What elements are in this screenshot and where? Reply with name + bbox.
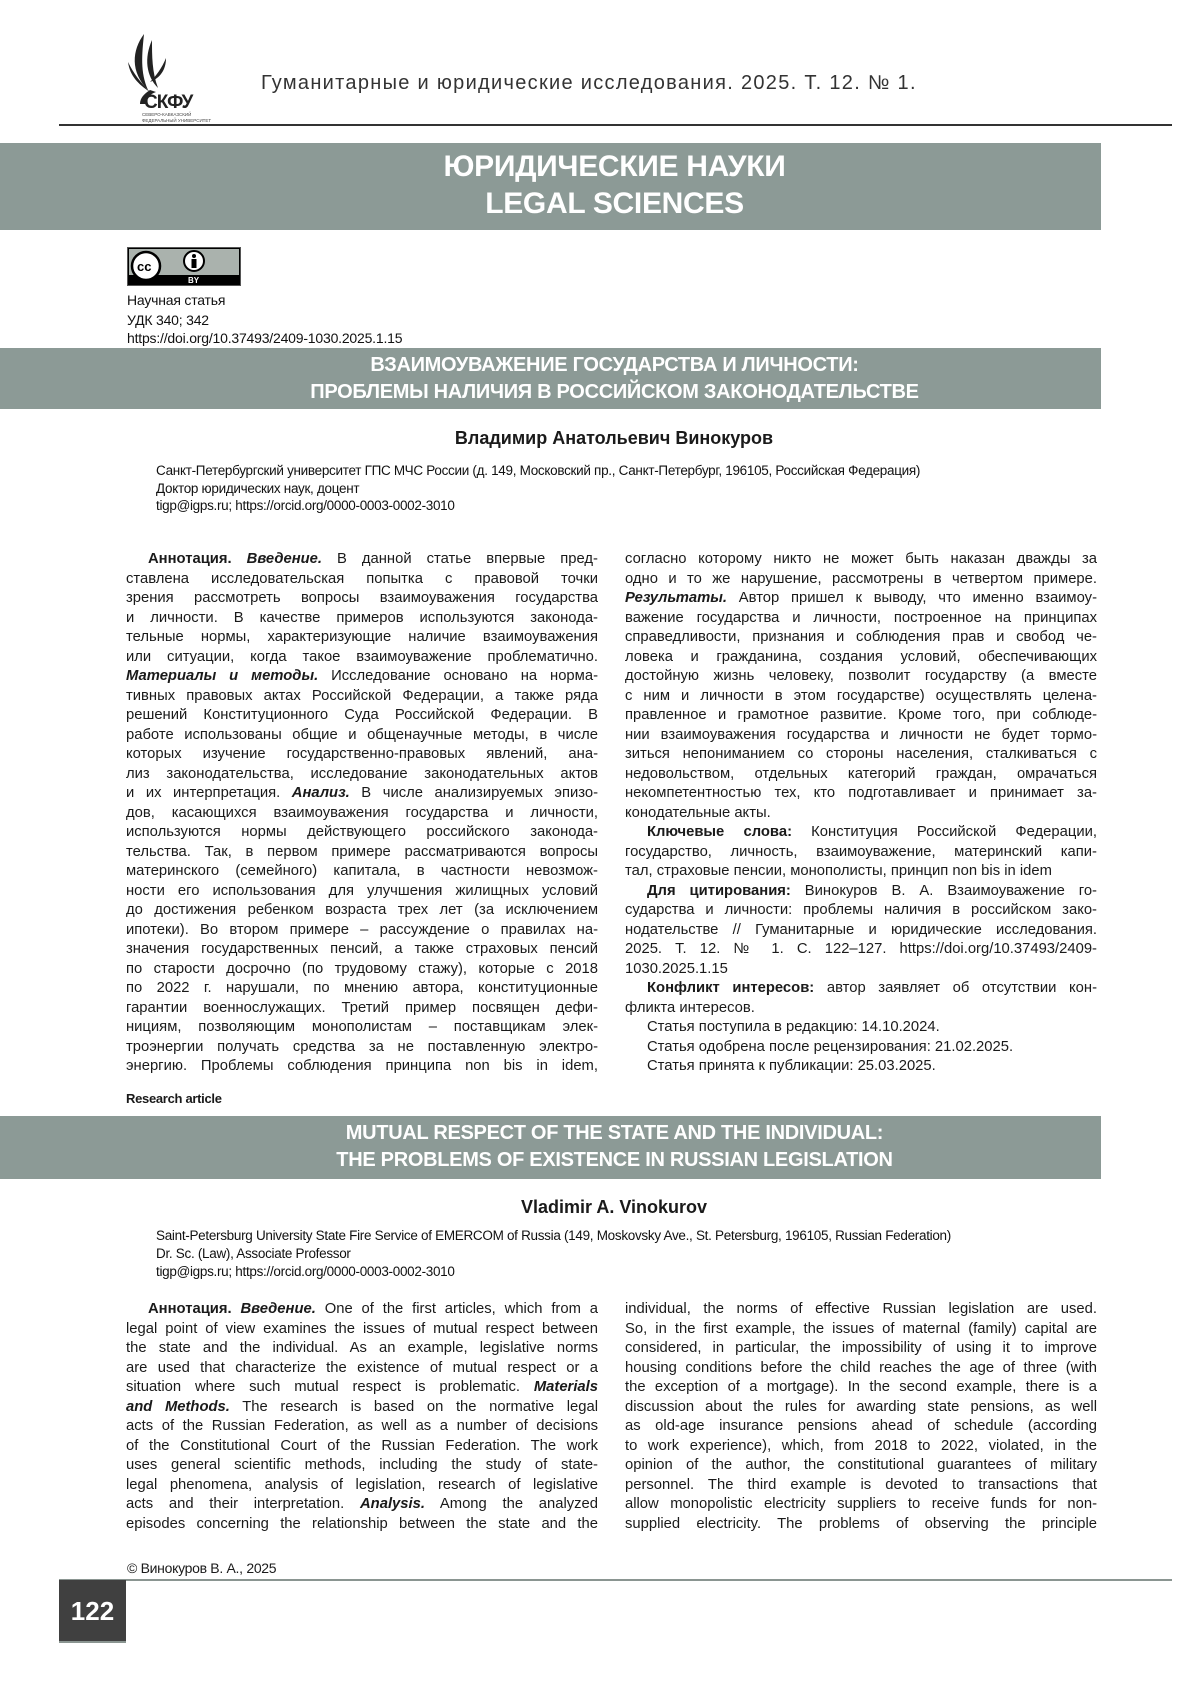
text-line: of the Constitutional Court of the Russian Federation. The work: [126, 1437, 598, 1457]
text-line: [126, 784, 598, 804]
text-line: 1030.2025.1.15: [625, 960, 1097, 980]
text-run: The research is based on the normative legal: [230, 1399, 598, 1415]
degree-ru: Доктор юридических наук, доцент: [156, 481, 359, 496]
page-number: 122: [59, 1580, 126, 1643]
text-line: [625, 589, 1097, 609]
text-run: В числе анализируемых эпизо-: [350, 785, 598, 801]
text-line: legal phenomena, analysis of legislation, research of legislative: [126, 1476, 598, 1496]
text-line: ставлена исследовательская попытка с правовой точки: [126, 570, 598, 590]
text-line: Статья одобрена после рецензирования: 21.02.2025.: [625, 1038, 1097, 1058]
text-line: конодательные акты.: [625, 804, 1097, 824]
journal-title: Гуманитарные и юридические исследования. 2025. Т. 12. № 1.: [261, 72, 917, 95]
copyright: © Винокуров В. А., 2025: [127, 1560, 276, 1576]
text-line: недовольством, отдельных категорий граждан, омрачаться: [625, 765, 1097, 785]
section-heading-run: Аннотация.: [148, 1301, 241, 1317]
text-line: некомпетентностью тех, кто подготавливает и принимает за-: [625, 784, 1097, 804]
text-line: allow monopolistic electricity suppliers to receive funds for non-: [625, 1495, 1097, 1515]
text-line: значения государственных пенсий, а также страховых пенсий: [126, 940, 598, 960]
title-banner-ru: [0, 348, 1101, 409]
section-heading-run: Результаты.: [625, 590, 727, 606]
section-heading-run: Материалы и методы.: [126, 668, 318, 684]
text-line: лиз законодательства, исследование законодательных актов: [126, 765, 598, 785]
section-heading-run: Введение.: [241, 1301, 316, 1317]
text-line: [126, 1300, 598, 1320]
affiliation-ru: Санкт-Петербургский университет ГПС МЧС России (д. 149, Московский пр., Санкт-Петербург, 196105, Российская Федерация): [156, 463, 920, 478]
text-line: personnel. The third example is devoted to transactions that: [625, 1476, 1097, 1496]
text-line: Статья поступила в редакцию: 14.10.2024.: [625, 1018, 1097, 1038]
cc-by-icon: [128, 248, 240, 285]
author-name-en: Vladimir A. Vinokurov: [0, 1197, 1200, 1218]
section-heading-run: Введение.: [247, 551, 322, 567]
article-title-ru-line-1: ВЗАИМОУВАЖЕНИЕ ГОСУДАРСТВА И ЛИЧНОСТИ:: [0, 348, 1101, 379]
svg-text:СКФУ: СКФУ: [144, 92, 194, 113]
text-line: одно и то же нарушение, рассмотрены в четвертом примере.: [625, 570, 1097, 590]
text-line: supplied electricity. The problems of observing the principle: [625, 1515, 1097, 1535]
text-line: по старости досрочно (по трудовому стажу), которые с 2018: [126, 960, 598, 980]
text-line: нии взаимоуважения государства и личности не будет тормо-: [625, 726, 1097, 746]
text-line: ности его использования для улучшения жилищных условий: [126, 882, 598, 902]
cc-by-license-badge[interactable]: [127, 247, 241, 286]
text-line: [126, 550, 598, 570]
article-title-en-line-1: MUTUAL RESPECT OF THE STATE AND THE INDIVIDUAL:: [0, 1116, 1101, 1147]
text-line: opinion of the author, the constitutional guarantees of military: [625, 1456, 1097, 1476]
doi-link[interactable]: https://doi.org/10.37493/2409-1030.2025.1.15: [127, 330, 402, 346]
text-line: Статья принята к публикации: 25.03.2025.: [625, 1057, 1097, 1077]
text-line: housing conditions before the child reaches the age of three (with: [625, 1359, 1097, 1379]
text-line: которых изучение государственно-правовых явлений, ана-: [126, 745, 598, 765]
udk: УДК 340; 342: [127, 312, 209, 328]
section-heading-run: Ключевые слова:: [647, 824, 792, 840]
text-line: [625, 823, 1097, 843]
article-title-ru-line-2: ПРОБЛЕМЫ НАЛИЧИЯ В РОССИЙСКОМ ЗАКОНОДАТЕЛЬСТВЕ: [0, 379, 1101, 406]
text-line: тивных правовых актах Российской Федерации, а также ряда: [126, 687, 598, 707]
text-line: по 2022 г. нарушали, по мнению автора, конституционные: [126, 979, 598, 999]
section-heading-run: Analysis.: [360, 1496, 425, 1512]
section-heading-run: and Methods.: [126, 1399, 230, 1415]
text-line: фликта интересов.: [625, 999, 1097, 1019]
header-rule: [59, 124, 1172, 126]
text-line: the exception of a mortgage). In the second example, there is a: [625, 1378, 1097, 1398]
text-line: используются нормы действующего российского законода-: [126, 823, 598, 843]
abstract-ru-right-column: [625, 550, 1097, 1077]
section-heading-run: Для цитирования:: [647, 883, 791, 899]
section-heading-run: Анализ.: [292, 785, 350, 801]
abstract-en-right-column: [625, 1300, 1097, 1534]
text-line: [126, 1378, 598, 1398]
text-line: правленное и грамотное развитие. Кроме того, при соблюде-: [625, 706, 1097, 726]
text-run: Исследование основано на норма-: [318, 668, 598, 684]
text-line: государство, личность, взаимоуважение, материнский капи-: [625, 843, 1097, 863]
article-type: Научная статья: [127, 292, 225, 308]
article-title-en-line-2: THE PROBLEMS OF EXISTENCE IN RUSSIAN LEGISLATION: [0, 1147, 1101, 1174]
svg-text:cc: cc: [137, 259, 151, 274]
text-run: situation where such mutual respect is problematic.: [126, 1379, 534, 1395]
text-line: to work experience), which, from 2018 to 2022, violated, in the: [625, 1437, 1097, 1457]
contacts-en: tigp@igps.ru; https://orcid.org/0000-0003-0002-3010: [156, 1264, 455, 1279]
text-line: individual, the norms of effective Russian legislation are used.: [625, 1300, 1097, 1320]
text-line: considered, in particular, the impossibility of using it to improve: [625, 1339, 1097, 1359]
abstract-ru-left-column: [126, 550, 598, 1077]
section-title-en: LEGAL SCIENCES: [0, 185, 1101, 222]
text-line: [625, 882, 1097, 902]
text-run: acts and their interpretation.: [126, 1496, 360, 1512]
text-line: тельства. Так, в первом примере рассматриваются вопросы: [126, 843, 598, 863]
text-line: the state and the individual. As an example, legislative norms: [126, 1339, 598, 1359]
article-type-en: Research article: [126, 1091, 222, 1106]
text-line: ипотеки). Во втором примере – рассуждение о правилах на-: [126, 921, 598, 941]
text-line: сударства и личности: проблемы наличия в российском зако-: [625, 901, 1097, 921]
text-run: Конституция Российской Федерации,: [792, 824, 1097, 840]
degree-en: Dr. Sc. (Law), Associate Professor: [156, 1246, 351, 1261]
text-run: One of the first articles, which from a: [316, 1301, 598, 1317]
skfu-logo-icon: [122, 32, 234, 124]
section-heading-run: Аннотация.: [148, 551, 247, 567]
text-line: тельные нормы, характеризующие наличие взаимоуважения: [126, 628, 598, 648]
text-line: и личности. В качестве примеров используются законода-: [126, 609, 598, 629]
text-line: [126, 1495, 598, 1515]
text-run: и их интерпретация.: [126, 785, 292, 801]
text-line: 2025. Т. 12. № 1. С. 122–127. https://doi.org/10.37493/2409-: [625, 940, 1097, 960]
text-run: Винокуров В. А. Взаимоуважение го-: [791, 883, 1097, 899]
section-heading-run: Materials: [534, 1379, 598, 1395]
affiliation-en: Saint-Petersburg University State Fire Service of EMERCOM of Russia (149, Moskovsky Ave., St. Petersburg, 196105, Russian Federation): [156, 1228, 951, 1243]
text-line: или ситуации, когда такое взаимоуважение проблематично.: [126, 648, 598, 668]
section-heading-run: Конфликт интересов:: [647, 980, 814, 996]
text-line: discussion about the rules for awarding state pensions, as well: [625, 1398, 1097, 1418]
text-line: энергию. Проблемы соблюдения принципа non bis in idem,: [126, 1057, 598, 1077]
text-line: uses general scientific methods, including the study of state-: [126, 1456, 598, 1476]
text-run: Among the analyzed: [425, 1496, 598, 1512]
text-line: с ним и личности в этом государстве) осуществлять целена-: [625, 687, 1097, 707]
text-line: So, in the first example, the issues of maternal (family) capital are: [625, 1320, 1097, 1340]
text-line: acts of the Russian Federation, as well as a number of decisions: [126, 1417, 598, 1437]
text-run: Автор пришел к выводу, что именно взаимоу-: [727, 590, 1097, 606]
svg-text:BY: BY: [188, 276, 200, 285]
abstract-en-left-column: [126, 1300, 598, 1534]
text-line: [625, 979, 1097, 999]
svg-text:СЕВЕРО-КАВКАЗСКИЙ: СЕВЕРО-КАВКАЗСКИЙ: [142, 110, 191, 117]
svg-text:ФЕДЕРАЛЬНЫЙ УНИВЕРСИТЕТ: ФЕДЕРАЛЬНЫЙ УНИВЕРСИТЕТ: [142, 116, 211, 123]
text-line: решений Конституционного Суда Российской Федерации. В: [126, 706, 598, 726]
text-line: справедливости, признания и соблюдения прав и свобод че-: [625, 628, 1097, 648]
author-name-ru: Владимир Анатольевич Винокуров: [0, 428, 1200, 449]
text-line: троэнергии получать средства за не поставленную электро-: [126, 1038, 598, 1058]
text-line: дов, касающихся взаимоуважения государства и личности,: [126, 804, 598, 824]
text-run: В данной статье впервые пред-: [322, 551, 598, 567]
title-banner-en: [0, 1116, 1101, 1179]
text-line: материнского (семейного) капитала, в частности невозмож-: [126, 862, 598, 882]
contacts-ru: tigp@igps.ru; https://orcid.org/0000-0003-0002-3010: [156, 498, 455, 513]
text-line: согласно которому никто не может быть наказан дважды за: [625, 550, 1097, 570]
section-title-ru: ЮРИДИЧЕСКИЕ НАУКИ: [0, 143, 1101, 185]
text-line: нодательстве // Гуманитарные и юридические исследования.: [625, 921, 1097, 941]
text-line: зиться непониманием со стороны населения, сталкиваться с: [625, 745, 1097, 765]
text-line: episodes concerning the relationship between the state and the: [126, 1515, 598, 1535]
text-line: гарантии военнослужащих. Третий пример посвящен дефи-: [126, 999, 598, 1019]
university-logo: [122, 32, 234, 124]
section-banner: [0, 143, 1101, 230]
text-line: ловека и гражданина, создания условий, обеспечивающих: [625, 648, 1097, 668]
text-line: [126, 667, 598, 687]
text-line: важение государства и личности, построенное на принципах: [625, 609, 1097, 629]
text-line: as old-age insurance pensions ahead of schedule (according: [625, 1417, 1097, 1437]
text-run: автор заявляет об отсутствии кон-: [814, 980, 1097, 996]
text-line: are used that characterize the existence of mutual respect or a: [126, 1359, 598, 1379]
text-line: тал, страховые пенсии, монополисты, принцип non bis in idem: [625, 862, 1097, 882]
text-line: достойную жизнь человеку, позволит государству (а вместе: [625, 667, 1097, 687]
text-line: [126, 1398, 598, 1418]
footer-rule: [59, 1579, 1172, 1581]
text-line: зрения рассмотреть вопросы взаимоуважения государства: [126, 589, 598, 609]
text-line: до достижения ребенком возраста трех лет (за исключением: [126, 901, 598, 921]
text-line: нициям, позволяющим монополистам – поставщикам элек-: [126, 1018, 598, 1038]
text-line: работе использованы общие и общенаучные методы, в числе: [126, 726, 598, 746]
text-line: legal point of view examines the issues of mutual respect between: [126, 1320, 598, 1340]
